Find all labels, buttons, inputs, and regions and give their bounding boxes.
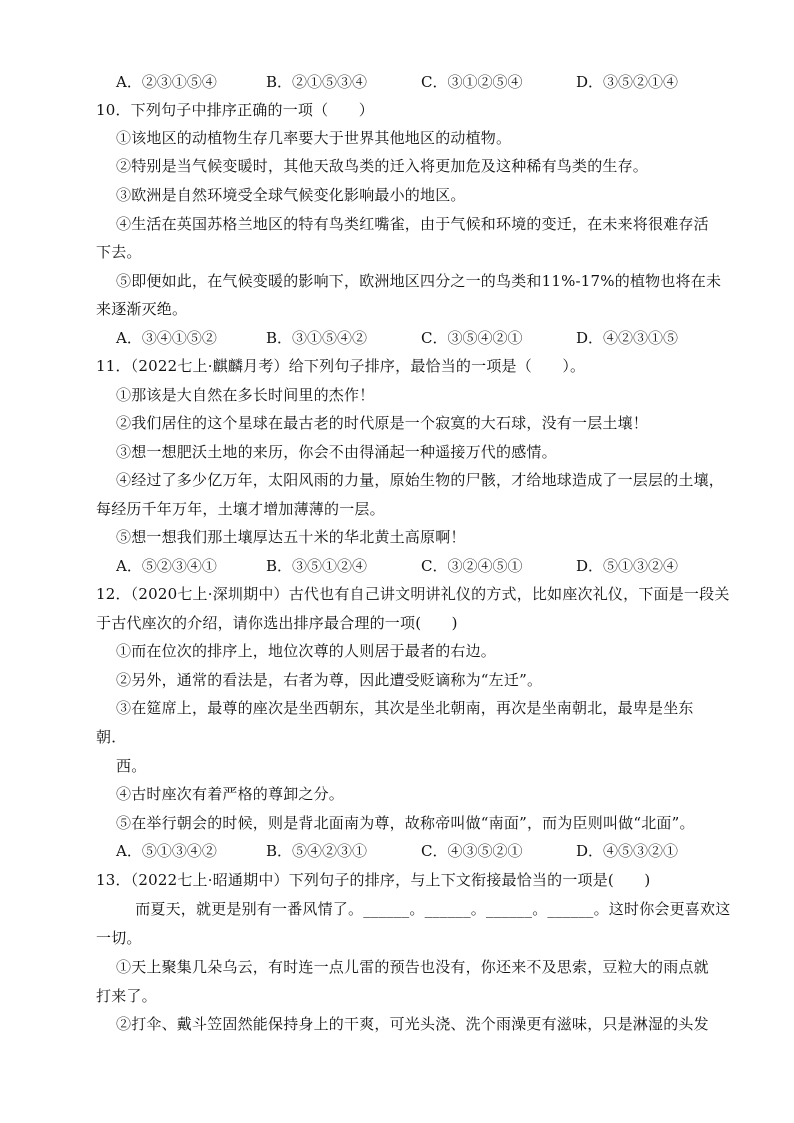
q10-sentence-4: ④生活在英国苏格兰地区的特有鸟类红嘴雀，由于气候和环境的变迁，在未来将很难存活: [116, 215, 709, 233]
q10-option-d: D．④②③①⑤: [576, 329, 679, 347]
q9-option-d: D．③⑤②①④: [576, 73, 679, 91]
q12-option-d: D．④⑤③②①: [576, 842, 679, 860]
q10-option-b: B．③①⑤④②: [266, 329, 368, 347]
q12-sentence-3-cont: 朝．: [96, 728, 127, 746]
q12-sentence-3-cont-2: 西。: [116, 757, 147, 775]
q11-stem: 11．（2022七上·麒麟月考）给下列句子排序，最恰当的一项是（ ）。: [96, 357, 586, 375]
q9-option-b: B．②①⑤③④: [266, 73, 368, 91]
q10-sentence-2: ②特别是当气候变暖时，其他天敌鸟类的迁入将更加危及这种稀有鸟类的生存。: [116, 157, 649, 175]
q12-sentence-2: ②另外，通常的看法是，右者为尊，因此遭受贬谪称为“左迁”。: [116, 671, 543, 689]
q10-stem: 10．下列句子中排序正确的一项（ ）: [96, 101, 374, 119]
q10-option-a: A．③④①⑤②: [116, 329, 217, 347]
q10-sentence-4-cont: 下去。: [96, 243, 142, 261]
q12-sentence-3: ③在筵席上，最尊的座次是坐西朝东，其次是坐北朝南，再次是坐南朝北，最卑是坐东: [116, 699, 694, 717]
q11-sentence-4-cont: 每经历千年万年，土壤才增加薄薄的一层。: [96, 500, 385, 518]
q11-sentence-3: ③想一想肥沃土地的来历，你会不由得涌起一种遥接万代的感情。: [116, 443, 557, 461]
q12-stem: 12．（2020七上·深圳期中）古代也有自己讲文明讲礼仪的方式，比如座次礼仪，下面是一段关: [96, 585, 730, 603]
q11-sentence-2: ②我们居住的这个星球在最古老的时代原是一个寂寞的大石球，没有一层土壤！: [116, 414, 649, 432]
q12-stem-cont: 于古代座次的介绍，请你选出排序最合理的一项( ): [96, 614, 458, 632]
q13-context: 而夏天，就更是别有一番风情了。______。______。______。______。这时你会更喜欢这: [120, 900, 731, 918]
q11-option-d: D．⑤①③②④: [576, 557, 679, 575]
q10-sentence-1: ①该地区的动植物生存几率要大于世界其他地区的动植物。: [116, 129, 512, 147]
q11-option-a: A．⑤②③④①: [116, 557, 217, 575]
q9-option-c: C．③①②⑤④: [421, 73, 523, 91]
q12-option-b: B．⑤④②③①: [266, 842, 368, 860]
q12-sentence-4: ④古时座次有着严格的尊卸之分。: [116, 785, 345, 803]
q13-context-cont: 一切。: [96, 929, 142, 947]
q13-sentence-2: ②打伞、戴斗笠固然能保持身上的干爽，可光头浇、洗个雨澡更有滋味，只是淋湿的头发: [116, 1015, 709, 1033]
q12-option-a: A．⑤①③④②: [116, 842, 217, 860]
q13-sentence-1: ①天上聚集几朵乌云，有时连一点儿雷的预告也没有，你还来不及思索，豆粒大的雨点就: [116, 958, 709, 976]
q12-option-c: C．④③⑤②①: [421, 842, 523, 860]
q13-sentence-1-cont: 打来了。: [96, 987, 157, 1005]
q11-option-c: C．③②④⑤①: [421, 557, 523, 575]
q11-option-b: B．③⑤①②④: [266, 557, 368, 575]
q11-sentence-4: ④经过了多少亿万年，太阳风雨的力量，原始生物的尸骸，才给地球造成了一层层的土壤，: [116, 471, 725, 489]
q11-sentence-5: ⑤想一想我们那土壤厚达五十米的华北黄土高原啊！: [116, 528, 466, 546]
q11-sentence-1: ①那该是大自然在多长时间里的杰作！: [116, 386, 375, 404]
q10-sentence-5-cont: 来逐渐灭绝。: [96, 300, 188, 318]
q12-sentence-5: ⑤在举行朝会的时候，则是背北面南为尊，故称帝叫做“南面”，而为臣则叫做“北面”。: [116, 814, 695, 832]
q10-sentence-5: ⑤即便如此，在气候变暖的影响下，欧洲地区四分之一的鸟类和11%-17%的植物也将在未: [116, 272, 722, 290]
q10-option-c: C．③⑤④②①: [421, 329, 523, 347]
q9-option-a: A．②③①⑤④: [116, 73, 217, 91]
q13-stem: 13．（2022七上·昭通期中）下列句子的排序，与上下文衔接最恰当的一项是( ): [96, 871, 651, 889]
q12-sentence-1: ①而在位次的排序上，地位次尊的人则居于最者的右边。: [116, 642, 497, 660]
q10-sentence-3: ③欧洲是自然环境受全球气候变化影响最小的地区。: [116, 186, 466, 204]
